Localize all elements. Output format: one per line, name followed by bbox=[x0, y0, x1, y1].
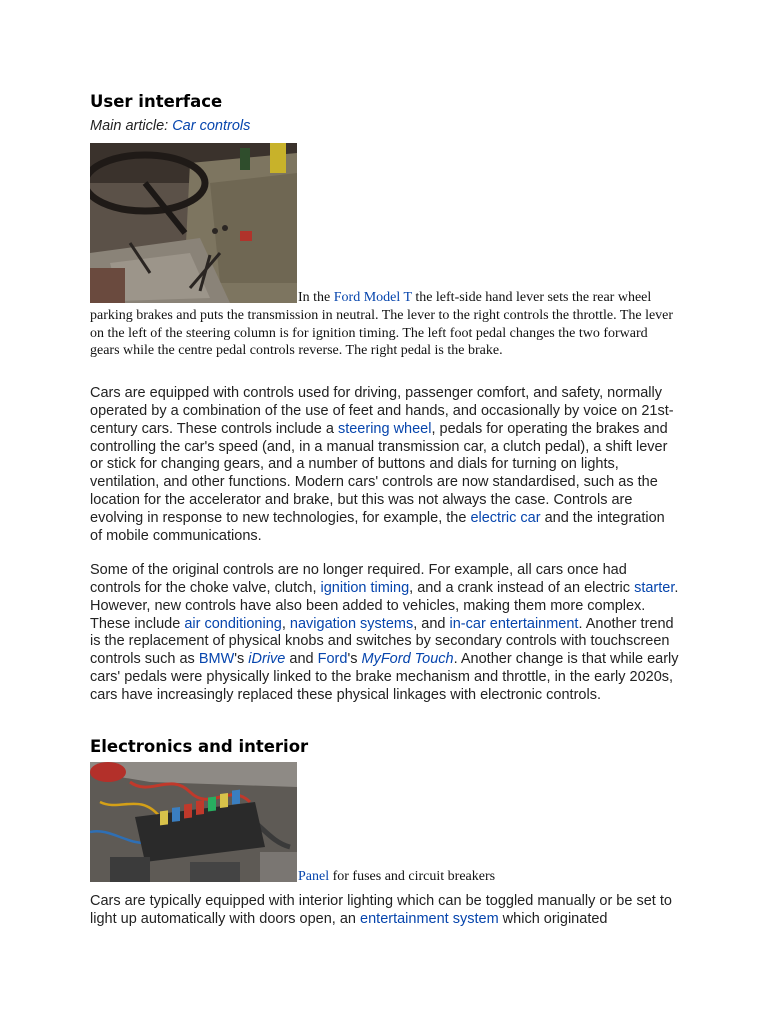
paragraph-text: Cars are equipped with controls used for driving, passenger comfort, and safety, normally operated by a combination of the use of feet and hands, and occasionally by voice on 21st-century cars. These controls include a bbox=[90, 385, 674, 437]
paragraph-text: . However, new controls have also been added to vehicles, making them more complex. These include bbox=[90, 579, 679, 632]
paragraph-text: , pedals for operating the brakes and controlling the car's speed (and, in a manual transmission car, a clutch pedal), a shift lever or stick for changing gears, and a number of buttons and dials for turning on lights, ventilation, and other functions. Modern cars' controls are now standardised, such as the location for the accelerator and brake, but this was not always the case. Controls are evolving in response to new technologies, for example, the bbox=[90, 420, 668, 526]
caption-text: for fuses and circuit breakers bbox=[329, 869, 496, 884]
car-dashboard-photo-icon bbox=[90, 143, 297, 303]
paragraph-original-controls bbox=[90, 562, 680, 705]
figure-fuse-panel bbox=[90, 762, 678, 886]
paragraph-text: 's bbox=[234, 651, 249, 668]
air-conditioning-link[interactable]: air conditioning bbox=[184, 615, 282, 632]
paragraph-text: and bbox=[285, 651, 318, 668]
paragraph-text: and the integration of mobile communications. bbox=[90, 509, 665, 544]
paragraph-text: 's bbox=[347, 651, 362, 668]
electric-car-link[interactable]: electric car bbox=[470, 509, 541, 526]
navigation-systems-link[interactable]: navigation systems bbox=[289, 615, 414, 632]
ford-model-t-link[interactable]: Ford Model T bbox=[333, 290, 412, 305]
paragraph-controls bbox=[90, 385, 680, 546]
entertainment-system-link[interactable]: entertainment system bbox=[360, 910, 499, 927]
section-heading-user-interface: User interface bbox=[90, 92, 223, 111]
paragraph-text: , and a crank instead of an electric bbox=[409, 579, 635, 596]
paragraph-text: Cars are typically equipped with interior lighting which can be toggled manually or be set to light up automatically with doors open, an bbox=[90, 893, 672, 927]
myford-touch-link[interactable]: MyFord Touch bbox=[361, 651, 454, 668]
paragraph-text: , bbox=[281, 615, 290, 632]
caption-text: the left-side hand lever sets the rear wheel parking brakes and puts the transmission in neutral. The lever to the right controls the throttle. The lever on the left of the steering column is for ignition timing. The left foot pedal changes the two forward gears while the centre pedal controls reverse. The right pedal is the brake. bbox=[90, 290, 674, 359]
steering-wheel-link[interactable]: steering wheel bbox=[337, 420, 432, 437]
ford-link[interactable]: Ford bbox=[317, 651, 348, 668]
main-article-hatnote bbox=[90, 117, 250, 135]
in-car-entertainment-link[interactable]: in-car entertainment bbox=[449, 615, 579, 632]
section-heading-electronics: Electronics and interior bbox=[90, 737, 309, 756]
ignition-timing-link[interactable]: ignition timing bbox=[320, 579, 410, 596]
paragraph-text: Some of the original controls are no longer required. For example, all cars once had controls for the choke valve, clutch, bbox=[90, 562, 627, 596]
hatnote-prefix: Main article: bbox=[90, 118, 173, 134]
paragraph-text: , and bbox=[413, 615, 450, 632]
car-controls-link[interactable]: Car controls bbox=[172, 118, 251, 134]
panel-link[interactable]: Panel bbox=[298, 869, 330, 884]
idrive-link[interactable]: iDrive bbox=[248, 651, 286, 668]
paragraph-text: which originated bbox=[498, 910, 608, 927]
figure-model-t bbox=[90, 143, 678, 360]
caption-text: In the bbox=[298, 290, 334, 305]
fuse-panel-photo-icon bbox=[90, 762, 297, 882]
bmw-link[interactable]: BMW bbox=[198, 651, 235, 668]
paragraph-text: . Another trend is the replacement of physical knobs and switches by secondary controls with touchscreen controls such as bbox=[90, 615, 674, 668]
paragraph-interior-lighting bbox=[90, 893, 680, 929]
paragraph-text: . Another change is that while early cars' pedals were physically linked to the brake mechanism and throttle, in the early 2020s, cars have increasingly replaced these physical linkages with electronic controls. bbox=[90, 651, 679, 703]
fuse-panel-image[interactable] bbox=[90, 762, 297, 882]
starter-link[interactable]: starter bbox=[634, 579, 675, 596]
model-t-dashboard-image[interactable] bbox=[90, 143, 297, 303]
